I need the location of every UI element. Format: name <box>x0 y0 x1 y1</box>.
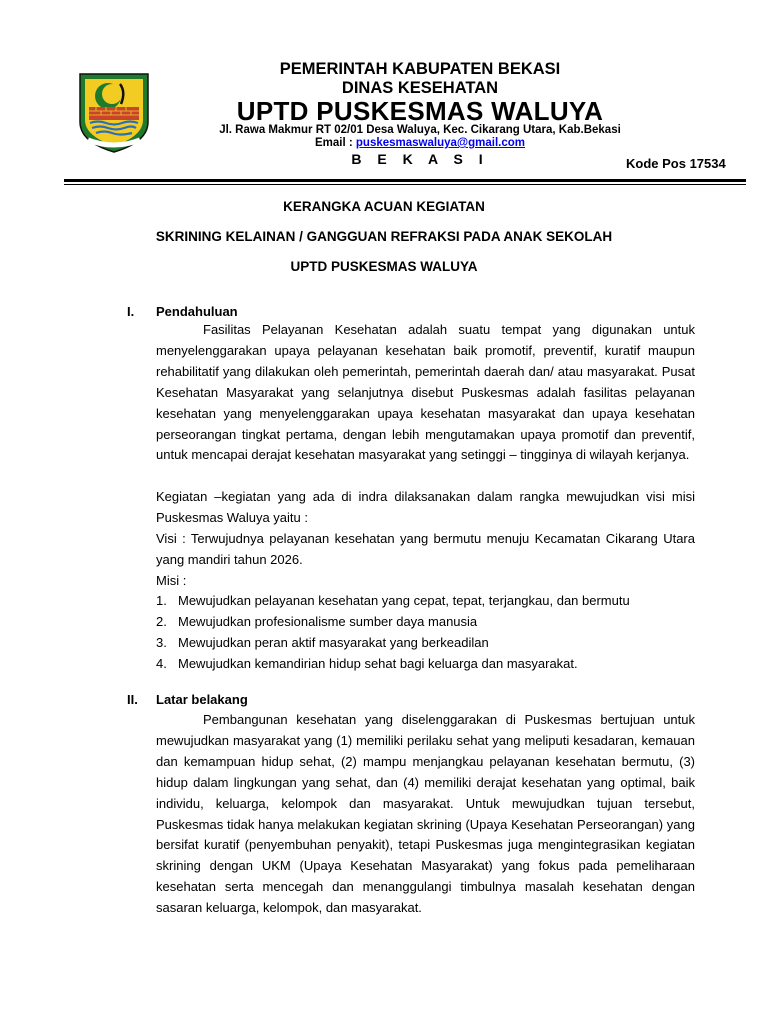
mission-number: 3. <box>156 635 167 650</box>
section-1-title: Pendahuluan <box>156 304 238 319</box>
government-name: PEMERINTAH KABUPATEN BEKASI <box>279 60 561 78</box>
institution-subtitle: UPTD PUSKESMAS WALUYA <box>290 259 478 274</box>
agency-name: DINAS KESEHATAN <box>341 79 499 97</box>
mission-number: 2. <box>156 614 167 629</box>
institution-name: UPTD PUSKESMAS WALUYA <box>236 96 604 126</box>
document-title: KERANGKA ACUAN KEGIATAN <box>283 199 485 214</box>
mission-text: Mewujudkan kemandirian hidup sehat bagi keluarga dan masyarakat. <box>178 656 578 671</box>
mission-text: Mewujudkan profesionalisme sumber daya manusia <box>178 614 478 629</box>
mission-item <box>156 614 477 629</box>
section-1-paragraph-2: Kegiatan –kegiatan yang ada di indra dilaksanakan dalam rangka mewujudkan visi misi Puskesmas Waluya yaitu : <box>156 489 695 525</box>
mission-item <box>156 635 489 650</box>
email-link[interactable]: puskesmaswaluya@gmail.com <box>355 137 525 149</box>
letterhead-rule-thin <box>64 184 746 185</box>
email-label: Email : <box>315 137 356 149</box>
mission-number: 4. <box>156 656 167 671</box>
email-line <box>200 137 640 149</box>
mission-text: Mewujudkan peran aktif masyarakat yang berkeadilan <box>178 635 489 650</box>
section-2-paragraph-1: Pembangunan kesehatan yang diselenggarakan di Puskesmas bertujuan untuk mewujudkan masyarakat yang (1) memiliki perilaku sehat yang meliputi kesadaran, kemauan dan kemampuan hidup sehat, (2) mampu menjangkau pelayanan kesehatan bermutu, (3) hidup dalam lingkungan yang sehat, dan (4) memiliki derajat kesehatan yang optimal, baik individu, keluarga, kelompok dan masyarakat. Untuk mewujudkan tujuan tersebut, Puskesmas tidak hanya melakukan kegiatan skrining (Upaya Kesehatan Perseorangan) yang bersifat kuratif (penyembuhan penyakit), tetapi Puskesmas juga mengintegrasikan kegiatan skrining dengan UKM (Upaya Kesehatan Masyarakat) yang fokus pada pemeliharaan kesehatan serta mencegah dan menanggulangi timbulnya masalah kesehatan dengan sasaran keluarga, kelompok, dan masyarakat. <box>156 712 695 916</box>
city: B E K A S I <box>351 151 489 167</box>
vision-statement: Visi : Terwujudnya pelayanan kesehatan yang bermutu menuju Kecamatan Cikarang Utara yang mandiri tahun 2026. <box>156 531 695 567</box>
mission-item <box>156 656 578 671</box>
letterhead-rule-thick <box>64 179 746 182</box>
section-1-number: I. <box>127 304 135 319</box>
mission-number: 1. <box>156 593 167 608</box>
section-2-title: Latar belakang <box>156 692 248 707</box>
letterhead <box>0 0 768 190</box>
postal-code: Kode Pos 17534 <box>626 156 726 171</box>
activity-title: SKRINING KELAINAN / GANGGUAN REFRAKSI PADA ANAK SEKOLAH <box>155 229 613 244</box>
section-2-number: II. <box>127 692 138 707</box>
mission-text: Mewujudkan pelayanan kesehatan yang cepat, tepat, terjangkau, dan bermutu <box>178 593 630 608</box>
address: Jl. Rawa Makmur RT 02/01 Desa Waluya, Kec. Cikarang Utara, Kab.Bekasi <box>219 124 621 136</box>
kabupaten-bekasi-emblem-icon <box>74 70 154 154</box>
mission-label: Misi : <box>156 573 187 588</box>
mission-item <box>156 593 630 608</box>
section-1-paragraph-1: Fasilitas Pelayanan Kesehatan adalah suatu tempat yang digunakan untuk menyelenggarakan upaya pelayanan kesehatan baik promotif, preventif, kuratif maupun rehabilitatif yang dilakukan oleh pemerintah, pemerintah daerah dan/ atau masyarakat. Pusat Kesehatan Masyarakat yang selanjutnya disebut Puskesmas adalah fasilitas pelayanan kesehatan yang menyelenggarakan upaya kesehatan masyarakat dan upaya kesehatan perseorangan tingkat pertama, dengan lebih mengutamakan upaya promotif dan preventif, untuk mencapai derajat kesehatan masyarakat yang setinggi – tingginya di wilayah kerjanya. <box>156 322 695 463</box>
